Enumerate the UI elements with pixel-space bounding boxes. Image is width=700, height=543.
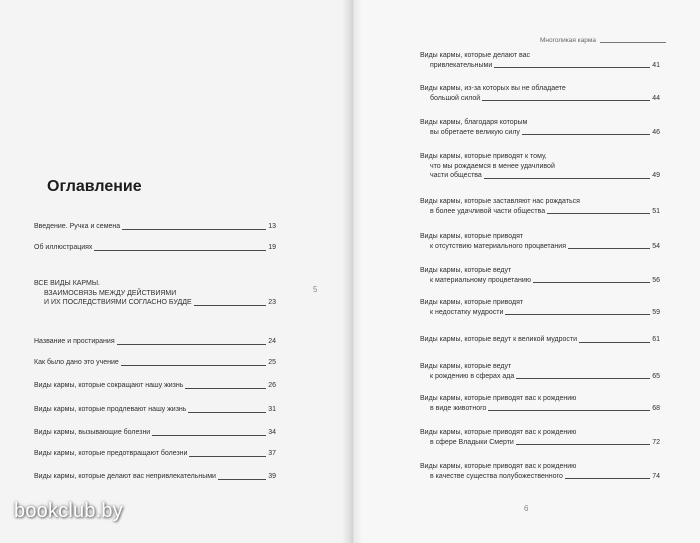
toc-entry-line: Виды кармы, которые приводят — [420, 299, 524, 306]
toc-page-number: 68 — [652, 404, 660, 412]
toc-entry-line: Виды кармы, благодаря которым — [420, 119, 528, 126]
toc-page-number: 54 — [652, 242, 660, 250]
toc-page-number: 72 — [652, 438, 660, 446]
toc-leader-line — [185, 388, 266, 389]
toc-entry — [34, 243, 276, 253]
toc-entry-line: что мы рождаемся в менее удачливой — [430, 162, 555, 170]
toc-entry-title: Виды кармы, которые ведут к великой мудрости — [420, 336, 577, 343]
toc-entry-title: Виды кармы, которые сокращают нашу жизнь — [34, 382, 184, 389]
toc-entry-line: ВЗАИМОСВЯЗЬ МЕЖДУ ДЕЙСТВИЯМИ — [44, 289, 177, 297]
toc-entry-line: Виды кармы, из-за которых вы не обладаете — [420, 85, 566, 92]
toc-page-number: 34 — [268, 429, 276, 436]
toc-page-number: 41 — [652, 61, 660, 69]
toc-page-number: 51 — [652, 207, 660, 215]
toc-leader-line — [189, 456, 266, 457]
toc-entry — [34, 472, 276, 482]
toc-leader-line — [188, 412, 266, 413]
toc-entry-line: Виды кармы, которые ведут — [420, 267, 512, 274]
toc-entry-title: в более удачливой части общества — [430, 207, 546, 215]
toc-page-number: 39 — [268, 473, 276, 480]
toc-page-number: 26 — [268, 382, 276, 389]
toc-entry-title: в виде животного — [430, 404, 487, 412]
toc-entry-title: к рождению в сферах ада — [430, 372, 515, 380]
toc-leader-line — [568, 248, 650, 249]
toc-entry-title: в сфере Владыки Смерти — [430, 438, 514, 446]
toc-leader-line — [482, 100, 650, 101]
toc-page-number: 25 — [268, 359, 276, 366]
watermark-logo: bookclub.by — [14, 500, 123, 522]
toc-page-number: 24 — [268, 338, 276, 345]
toc-entry-title: Виды кармы, вызывающие болезни — [34, 429, 151, 436]
toc-leader-line — [579, 342, 650, 343]
toc-leader-line — [547, 213, 650, 214]
toc-entry — [34, 279, 276, 308]
toc-entry-title: Название и простирания — [34, 338, 115, 345]
toc-entry-title: к отсутствию материального процветания — [430, 242, 567, 250]
toc-entry-title: части общества — [430, 172, 482, 179]
toc-entry — [34, 449, 276, 459]
toc-entry-title: Виды кармы, которые продлевают нашу жизнь — [34, 406, 187, 413]
toc-page-number: 59 — [652, 308, 660, 316]
toc-heading: Оглавление — [47, 178, 142, 195]
toc-entry — [420, 362, 660, 381]
toc-entry — [34, 358, 276, 368]
toc-leader-line — [121, 365, 266, 366]
toc-entry-line: Виды кармы, которые приводят вас к рождению — [420, 395, 577, 402]
toc-leader-line — [516, 444, 650, 445]
toc-leader-line — [505, 314, 650, 315]
toc-entry-title: Виды кармы, которые предотвращают болезни — [34, 450, 188, 457]
toc-page-number: 23 — [268, 299, 276, 306]
running-head-rule — [600, 42, 666, 43]
toc-page-number: 44 — [652, 94, 660, 102]
toc-entry-title: в качестве существа полубожественного — [430, 472, 563, 480]
toc-page-number: 61 — [652, 336, 660, 343]
toc-entry-title: вы обретаете великую силу — [430, 128, 520, 136]
toc-entry-title: к материальному процветанию — [430, 276, 532, 284]
toc-leader-line — [484, 178, 650, 179]
toc-page-number: 46 — [652, 128, 660, 136]
toc-entry — [420, 335, 660, 345]
toc-entry-title: большой силой — [430, 94, 481, 102]
toc-entry — [420, 118, 660, 137]
toc-entry-title: Об иллюстрациях — [34, 244, 93, 251]
toc-entry — [420, 266, 660, 285]
toc-page-number: 74 — [652, 472, 660, 480]
book-gutter — [342, 0, 362, 543]
toc-page-number: 56 — [652, 276, 660, 284]
toc-entry-title: Виды кармы, которые делают вас непривлекательными — [34, 473, 216, 480]
toc-entry — [420, 152, 660, 181]
toc-entry — [420, 462, 660, 481]
toc-entry — [34, 428, 276, 438]
toc-leader-line — [533, 282, 650, 283]
toc-page-number: 19 — [268, 244, 276, 251]
toc-entry — [420, 232, 660, 251]
toc-leader-line — [117, 344, 267, 345]
toc-entry-title: И ИХ ПОСЛЕДСТВИЯМИ СОГЛАСНО БУДДЕ — [44, 299, 192, 306]
toc-leader-line — [94, 250, 266, 251]
toc-entry-line: Виды кармы, которые приводят к тому, — [420, 153, 547, 160]
toc-entry — [420, 394, 660, 413]
toc-entry — [34, 337, 276, 347]
toc-entry-line: Виды кармы, которые ведут — [420, 363, 512, 370]
toc-leader-line — [494, 67, 650, 68]
toc-entry — [34, 381, 276, 391]
toc-leader-line — [488, 410, 650, 411]
toc-page-number: 31 — [268, 406, 276, 413]
toc-entry-line: ВСЕ ВИДЫ КАРМЫ. — [34, 280, 100, 287]
toc-page-number: 65 — [652, 372, 660, 380]
toc-leader-line — [194, 305, 267, 306]
toc-page-number: 49 — [652, 172, 660, 179]
toc-page-number: 37 — [268, 450, 276, 457]
toc-entry — [34, 405, 276, 415]
toc-leader-line — [218, 479, 266, 480]
toc-entry-line: Виды кармы, которые делают вас — [420, 52, 531, 59]
toc-page-number: 13 — [268, 223, 276, 230]
toc-entry — [34, 222, 276, 232]
toc-entry-line: Виды кармы, которые приводят вас к рождению — [420, 463, 577, 470]
running-head: Многоликая карма — [540, 37, 596, 44]
toc-entry-title: к недостатку мудрости — [430, 308, 504, 316]
toc-leader-line — [516, 378, 650, 379]
left-margin-number: 5 — [313, 285, 318, 294]
toc-leader-line — [152, 435, 266, 436]
toc-entry — [420, 298, 660, 317]
toc-leader-line — [122, 229, 266, 230]
toc-entry — [420, 51, 660, 70]
toc-leader-line — [522, 134, 650, 135]
toc-entry-line: Виды кармы, которые приводят — [420, 233, 524, 240]
toc-entry-title: Как было дано это учение — [34, 359, 119, 366]
toc-entry-title: Введение. Ручка и семена — [34, 223, 121, 230]
right-page-number: 6 — [524, 504, 529, 513]
toc-entry — [420, 84, 660, 103]
toc-leader-line — [565, 478, 650, 479]
toc-entry-title: привлекательными — [430, 61, 493, 69]
toc-entry — [420, 197, 660, 216]
toc-entry — [420, 428, 660, 447]
toc-entry-line: Виды кармы, которые заставляют нас рождаться — [420, 198, 580, 205]
toc-entry-line: Виды кармы, которые приводят вас к рождению — [420, 429, 577, 436]
